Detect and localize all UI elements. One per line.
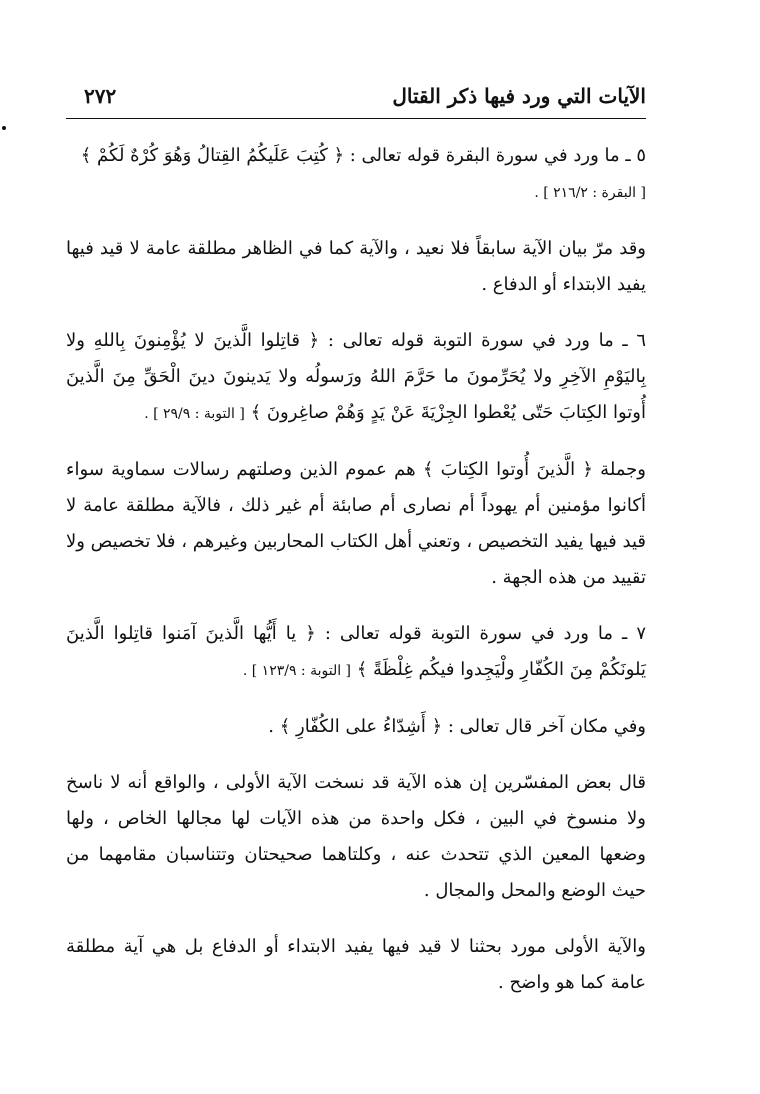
- body-text: [66, 138, 646, 1021]
- paragraph-item-7: [66, 616, 646, 689]
- paragraph-commentary: وفي مكان آخر قال تعالى : ﴿ أَشِدّاءُ على الكُفّارِ ﴾ .: [268, 716, 646, 737]
- quran-quote: ﴿ يا أَيُّها الَّذينَ آمَنوا قاتِلوا الَّذينَ يَلونَكُمْ مِنَ الكُفّارِ ولْيَجِدوا فيكُم غِلْظَةً ﴾: [66, 623, 646, 680]
- running-title: الآيات التي ورد فيها ذكر القتال: [392, 84, 646, 108]
- paragraph-commentary: والآية الأولى مورد بحثنا لا قيد فيها يفيد الابتداء أو الدفاع بل هي آية مطلقة عامة كما هو واضح .: [66, 936, 646, 993]
- margin-mark: [2, 126, 6, 130]
- item-lead: ٥ ـ ما ورد في سورة البقرة قوله تعالى :: [344, 145, 646, 166]
- paragraph-item-6: [66, 323, 646, 432]
- header-rule: [66, 118, 646, 119]
- paragraph-item-5: [66, 138, 646, 211]
- paragraph-commentary: قال بعض المفسّرين إن هذه الآية قد نسخت الآية الأولى ، والواقع أنه لا ناسخ ولا منسوخ في البين ، فكل واحدة من هذه الآيات لها مجالها الخاص ، ولها وضعها المعين الذي تتحدث عنه ، وكلتاهما صحيحتان وتتناسبان مقامهما من حيث الوضع والمحل والمجال .: [66, 772, 646, 901]
- paragraph-commentary: وقد مرّ بيان الآية سابقاً فلا نعيد ، والآية كما في الظاهر مطلقة عامة لا قيد فيها يفيد الابتداء أو الدفاع .: [66, 238, 646, 295]
- item-lead: ٧ ـ ما ورد في سورة التوبة قوله تعالى :: [315, 623, 646, 644]
- quran-quote: ﴿ قاتِلوا الَّذينَ لا يُؤْمِنونَ بِاللهِ ولا بِاليَوْمِ الآخِرِ ولا يُحَرِّمونَ ما حَرَّمَ اللهُ ورَسولُه ولا يَدينونَ دينَ الْحَقِّ مِنَ الَّذينَ أُوتوا الكِتابَ حَتّى يُعْطوا الجِزْيَةَ عَنْ يَدٍ وَهُمْ صاغِرونَ ﴾: [66, 330, 646, 423]
- quran-quote: ﴿ كُتِبَ عَلَيكُمُ القِتالُ وَهُوَ كُرْهٌ لَكُمْ ﴾: [80, 145, 345, 166]
- verse-reference: [ التوبة : ١٢٣/٩ ] .: [242, 663, 352, 679]
- paragraph-commentary: وجملة ﴿ الَّذينَ أُوتوا الكِتابَ ﴾ هم عموم الذين وصلتهم رسالات سماوية سواء أكانوا مؤمنين أم يهوداً أم نصارى أم صابئة أم غير ذلك ، فالآية مطلقة عامة لا قيد فيها يفيد التخصيص ، وتعني أهل الكتاب المحاربين وغيرهم ، فلا تخصيص ولا تقييد من هذه الجهة .: [66, 459, 646, 588]
- page-number: ٢٧٢: [84, 84, 117, 108]
- book-page: [66, 0, 646, 1094]
- verse-reference: [ البقرة : ٢١٦/٢ ] .: [534, 185, 646, 201]
- running-header: [66, 84, 646, 112]
- item-lead: ٦ ـ ما ورد في سورة التوبة قوله تعالى :: [319, 330, 646, 351]
- verse-reference: [ التوبة : ٢٩/٩ ] .: [144, 406, 245, 422]
